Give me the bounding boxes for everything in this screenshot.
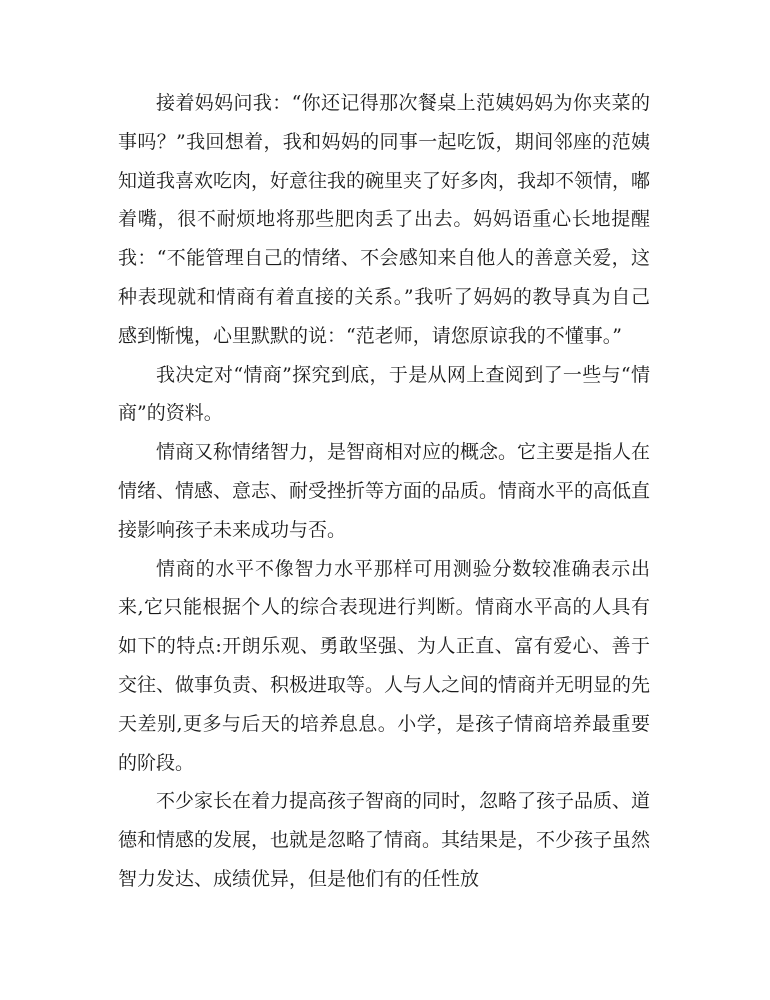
paragraph-parents-neglect: 不少家长在着力提高孩子智商的同时，忽略了孩子品质、道德和情感的发展，也就是忽略了情商。其结果是，不少孩子虽然智力发达、成绩优异，但是他们有的任性放 (118, 790, 651, 890)
document-page (118, 84, 650, 899)
paragraph-eq-definition: 情商又称情绪智力，是智商相对应的概念。它主要是指人在情绪、情感、意志、耐受挫折等方面的品质。情商水平的高低直接影响孩子未来成功与否。 (118, 441, 651, 541)
paragraph-mother-question: 接着妈妈问我：“你还记得那次餐桌上范姨妈妈为你夹菜的事吗？”我回想着，我和妈妈的同事一起吃饭，期间邻座的范姨知道我喜欢吃肉，好意往我的碗里夹了好多肉，我却不领情，嘟着嘴，很不耐烦地将那些肥肉丢了出去。妈妈语重心长地提醒我：“不能管理自己的情绪、不会感知来自他人的善意关爱，这种表现就和情商有着直接的关系。”我听了妈妈的教导真为自己感到惭愧，心里默默的说：“范老师，请您原谅我的不懂事。” (118, 92, 651, 347)
paragraph-research-decision: 我决定对“情商”探究到底，于是从网上查阅到了一些与“情商”的资料。 (118, 363, 650, 425)
paragraph-eq-traits: 情商的水平不像智力水平那样可用测验分数较准确表示出来,它只能根据个人的综合表现进行判断。情商水平高的人具有如下的特点:开朗乐观、勇敢坚强、为人正直、富有爱心、善于交往、做事负责、积极进取等。人与人之间的情商并无明显的先天差别,更多与后天的培养息息。小学，是孩子情商培养最重要的阶段。 (118, 557, 651, 774)
